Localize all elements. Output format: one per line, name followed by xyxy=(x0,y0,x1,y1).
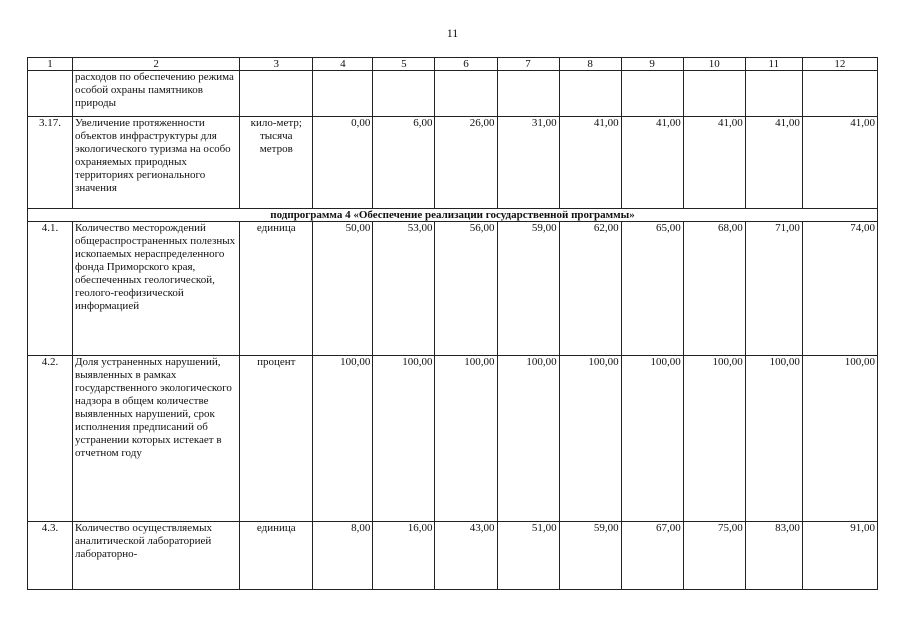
value-cell: 43,00 xyxy=(435,522,497,590)
value-cell: 41,00 xyxy=(683,117,745,209)
value-cell: 100,00 xyxy=(683,356,745,522)
value-cell: 100,00 xyxy=(313,356,373,522)
value-cell: 51,00 xyxy=(497,522,559,590)
table-row xyxy=(28,117,878,209)
column-header: 12 xyxy=(802,58,877,71)
value-cell: 67,00 xyxy=(621,522,683,590)
column-header: 11 xyxy=(745,58,802,71)
column-header: 6 xyxy=(435,58,497,71)
column-header: 2 xyxy=(73,58,240,71)
value-cell: 41,00 xyxy=(745,117,802,209)
value-cell: 59,00 xyxy=(497,222,559,356)
value-cell: 0,00 xyxy=(313,117,373,209)
value-cell: 100,00 xyxy=(745,356,802,522)
value-cell: 26,00 xyxy=(435,117,497,209)
table-row xyxy=(28,71,878,117)
indicator-name: Количество месторождений общераспространенных полезных ископаемых нераспределенного фонда Приморского края, обеспеченных геологической, геолого-геофизической информацией xyxy=(73,222,240,356)
value-cell: 16,00 xyxy=(373,522,435,590)
unit-cell: кило-метр; тысяча метров xyxy=(240,117,313,209)
value-cell: 68,00 xyxy=(683,222,745,356)
value-cell: 62,00 xyxy=(559,222,621,356)
value-cell: 41,00 xyxy=(802,117,877,209)
column-number-row xyxy=(28,58,878,71)
row-number: 4.2. xyxy=(28,356,73,522)
table-row xyxy=(28,356,878,522)
column-header: 10 xyxy=(683,58,745,71)
indicator-name: расходов по обеспечению режима особой охраны памятников природы xyxy=(73,71,240,117)
value-cell: 50,00 xyxy=(313,222,373,356)
value-cell: 100,00 xyxy=(373,356,435,522)
value-cell: 53,00 xyxy=(373,222,435,356)
value-cell: 41,00 xyxy=(621,117,683,209)
unit-cell: единица xyxy=(240,522,313,590)
value-cell: 65,00 xyxy=(621,222,683,356)
unit-cell: единица xyxy=(240,222,313,356)
value-cell: 59,00 xyxy=(559,522,621,590)
column-header: 7 xyxy=(497,58,559,71)
column-header: 8 xyxy=(559,58,621,71)
indicators-table xyxy=(27,57,878,590)
column-header: 3 xyxy=(240,58,313,71)
value-cell: 31,00 xyxy=(497,117,559,209)
value-cell: 100,00 xyxy=(621,356,683,522)
value-cell: 83,00 xyxy=(745,522,802,590)
table-row xyxy=(28,522,878,590)
indicator-name: Количество осуществляемых аналитической лабораторией лабораторно- xyxy=(73,522,240,590)
row-number: 4.3. xyxy=(28,522,73,590)
column-header: 9 xyxy=(621,58,683,71)
column-header: 1 xyxy=(28,58,73,71)
value-cell: 56,00 xyxy=(435,222,497,356)
indicator-name: Доля устраненных нарушений, выявленных в рамках государственного экологического надзора в общем количестве выявленных нарушений, срок исполнения предписаний об устранении которых истекает в отчетном году xyxy=(73,356,240,522)
value-cell: 8,00 xyxy=(313,522,373,590)
value-cell: 74,00 xyxy=(802,222,877,356)
row-number: 3.17. xyxy=(28,117,73,209)
page-number: 11 xyxy=(446,26,459,40)
row-number xyxy=(28,71,73,117)
value-cell: 75,00 xyxy=(683,522,745,590)
subprogram-heading: подпрограмма 4 «Обеспечение реализации государственной программы» xyxy=(28,209,878,222)
column-header: 5 xyxy=(373,58,435,71)
value-cell: 6,00 xyxy=(373,117,435,209)
value-cell: 100,00 xyxy=(497,356,559,522)
value-cell: 100,00 xyxy=(559,356,621,522)
column-header: 4 xyxy=(313,58,373,71)
indicator-name: Увеличение протяженности объектов инфраструктуры для экологического туризма на особо охраняемых природных территориях регионального значения xyxy=(73,117,240,209)
value-cell: 100,00 xyxy=(435,356,497,522)
value-cell: 41,00 xyxy=(559,117,621,209)
row-number: 4.1. xyxy=(28,222,73,356)
value-cell: 71,00 xyxy=(745,222,802,356)
value-cell: 100,00 xyxy=(802,356,877,522)
table-row xyxy=(28,222,878,356)
value-cell: 91,00 xyxy=(802,522,877,590)
unit-cell: процент xyxy=(240,356,313,522)
subprogram-row xyxy=(28,209,878,222)
